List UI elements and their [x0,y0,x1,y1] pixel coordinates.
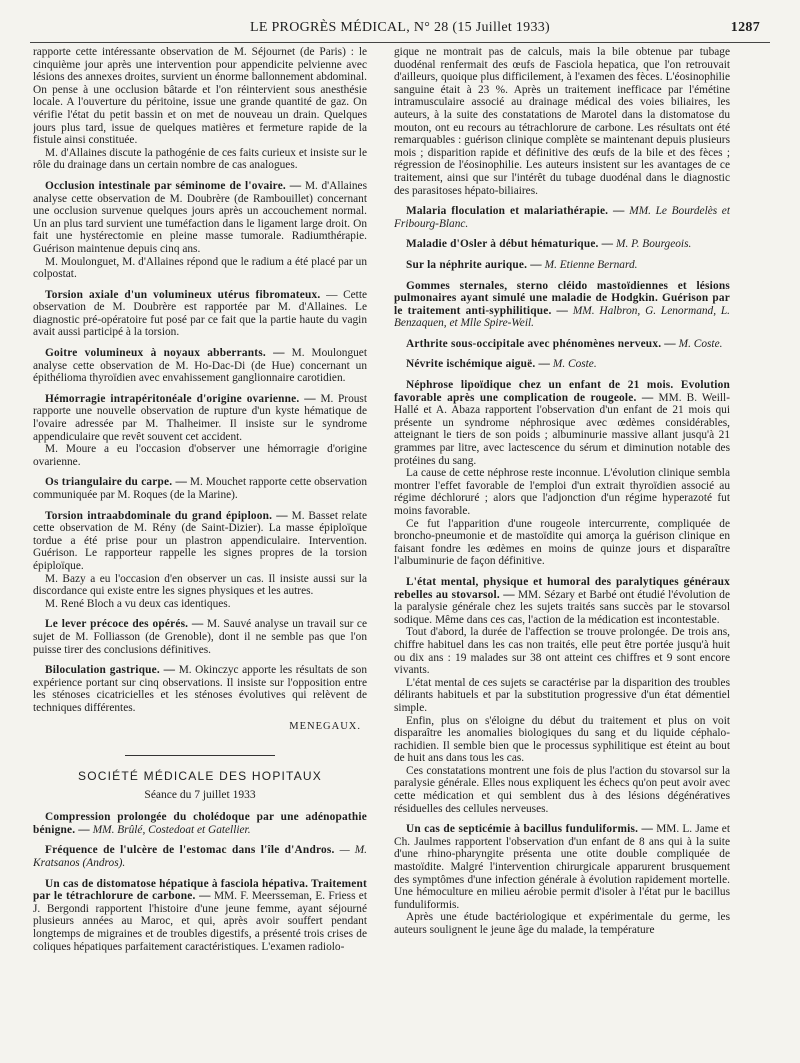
report-authors: M. Etienne Bernard. [544,258,638,271]
left-column [33,46,367,1056]
report-malaria [394,205,730,230]
report-nephrite [394,259,730,272]
report-title: Maladie d'Osler à début hématurique. — [406,238,614,251]
report-gommes [394,280,730,330]
report-torsion-epiploon [33,510,367,611]
report-title: Occlusion intestinale par séminome de l'ovaire. — [45,179,302,192]
session-date: Séance du 7 juillet 1933 [144,788,256,801]
report-body: M. d'Allaines analyse cette observation de M. Doubrère (de Rambouillet) concernant une occlusion survenue quelques jours après un accouchement normal. Un an plus tard survient une tuméfaction dans le ligament large droit. On fait une hystérectomie en pleine masse tumorale. Radiumthérapie. Guérison maintenue depuis cinq ans. [33,179,367,255]
report-nephrose [394,379,730,568]
report-title: Compression prolongée du cholédoque par une adénopathie bénigne. — [33,811,367,836]
paragraph: gique ne montrait pas de calculs, mais la bile obtenue par tubage duodénal renfermait des œufs de Fasciola hepatica, que l'on retrouvait d'ailleurs, quoique plus difficilement, à l'examen des fèces. L'éosinophilie sanguine était à 23 %. Après un traitement inefficace par l'émétine intramusculaire associé au drainage médical des voies biliaires, les auteurs, à la suite des constatations de Marotel dans la distomatose du mouton, ont eu recours au tétrachlorure de carbone. Les résultats ont été remarquables : guérison clinique complète se maintenant depuis plusieurs mois ; disparition rapide et définitive des œufs de la bile et des fèces ; régression de l'éosinophilie. Les auteurs insistent sur les avantages de ce traitement, ainsi que sur l'intérêt du tubage duodénal dans le diagnostic des parasitoses hépato-biliaires. [394,46,730,197]
report-title: Un cas de distomatose hépatique à fasciola hépativa. Traitement par le tétrachlorure de carbone. — [33,877,367,903]
report-title: Arthrite sous-occipitale avec phénomènes nerveux. — [406,337,676,350]
paragraph: Ce fut l'apparition d'une rougeole intercurrente, compliquée de broncho-pneumonie et de mastoïdite qui amorça la guérison clinique en faisant fondre les œdèmes en moins de quinze jours et disparaître l'albuminurie de façon définitive. [394,517,730,568]
report-title: Biloculation gastrique. — [45,664,176,677]
report-septicemie [394,823,730,936]
paragraph: M. d'Allaines discute la pathogénie de ces faits curieux et insiste sur le rôle du drainage dans un certain nombre de cas analogues. [33,146,367,172]
report-authors: MM. Brûlé, Costedoat et Gatellier. [92,823,251,836]
society-heading: SOCIÉTÉ MÉDICALE DES HOPITAUX [78,769,322,784]
section-divider [125,755,275,756]
report-torsion-axiale [33,289,367,339]
report-title: Torsion intraabdominale du grand épiploon. — [45,509,288,522]
report-body: MM. Sézary et Barbé ont étudié l'évolution de la paralysie générale chez les sujets traités sans succès par le stovarsol sodique. Même dans ces cas, l'action de la médication est incontestable. [394,588,730,626]
paragraph: L'état mental de ces sujets se caractérise par la disparition des troubles délirants habituels et par la substitution progressive d'un état démentiel simple. [394,676,730,714]
paragraph: Enfin, plus on s'éloigne du début du traitement et plus on voit disparaître les anomalies biologiques du sang et du liquide céphalo-rachidien. Il semble bien que le processus syphilitique est éteint au bout de huit ans dans tous les cas. [394,714,730,765]
report-authors: — M. Kratsanos (Andros). [33,844,367,870]
journal-title: LE PROGRÈS MÉDICAL, N° 28 (15 Juillet 1933) [249,20,551,35]
report-arthrite [394,338,730,351]
report-authors: MM. Halbron, G. Lenormand, L. Benzaquen, et Mlle Spire-Weil. [394,304,730,330]
report-authors: MM. Le Bourdelès et Fribourg-Blanc. [394,205,730,230]
report-lever-precoce [33,618,367,656]
report-body: M. Basset relate cette observation de M. Rény (de Saint-Dizier). La masse épiploïque tordue a été prise pour un plastron appendiculaire. Intervention. Guérison. Le rapporteur rappelle les signes propres de la torsion épiploïque. [33,509,367,572]
paragraph: M. Moure a eu l'occasion d'observer une hémorragie d'origine ovarienne. [33,443,367,468]
report-body: — Cette observation de M. Doubrère est rapportée par M. d'Allaines. Le diagnostic pré-opératoire fut posé par ce fait que la partie haute du vagin avait aussi participé à la torsion. [33,288,367,339]
paragraph: Ces constatations montrent une fois de plus l'action du stovarsol sur la paralysie générale. Elles nous expliquent les échecs qu'on peut avoir avec cette médication et qui semblent dus à des lésions dégénératives résiduelles des cellules nerveuses. [394,764,730,815]
paragraph: M. Moulonguet, M. d'Allaines répond que le radium a été placé par un colpostat. [33,255,367,281]
report-occlusion [33,180,367,281]
report-title: Sur la néphrite aurique. — [406,258,542,271]
page-number: 1287 [730,20,760,35]
paragraph: Après une étude bactériologique et expérimentale du germe, les auteurs soulignent le jeune âge du malade, la température [394,911,730,936]
report-title: Gommes sternales, sterno cléido mastoïdiennes et lésions pulmonaires ayant simulé une maladie de Hodgkin. Guérison par le traitement anti-syphilitique. — [394,279,730,317]
report-title: Torsion axiale d'un volumineux utérus fibromateux. [45,288,321,301]
report-title: Hémorragie intrapéritonéale d'origine ovarienne. — [45,392,316,405]
report-title: Un cas de septicémie à bacillus funduliformis. — [406,823,654,836]
report-title: Goitre volumineux à noyaux abberrants. — [45,347,285,360]
article-continuation [33,46,367,172]
report-title: Néphrose lipoïdique chez un enfant de 21 mois. Evolution favorable après une complication de rougeole. — [394,379,730,404]
right-column [394,46,730,1056]
report-distomatose [33,878,367,954]
report-body: MM. L. Jame et Ch. Jaulmes rapportent l'observation d'un enfant de 8 ans qui à la suite d'une rhino-pharyngite présenta une otite double compliquée de mastoïdite. Malgré l'intervention chirurgicale apparurent brusquement des symptômes d'une infection générale à évolution rapidement mortelle. Une hémoculture en milieu aérobie permit d'isoler à l'état pur le bacillus funduliformis. [394,823,730,911]
report-title: Fréquence de l'ulcère de l'estomac dans l'île d'Andros. [45,844,335,857]
report-os-triangulaire [33,476,367,501]
report-body: MM. F. Meersseman, E. Friess et J. Bergondi rapportent l'histoire d'une jeune femme, ayant séjourné plusieurs années au Maroc, et qui, après avoir souffert pendant longtemps de migraines et de troubles digestifs, a présenté trois crises de coliques hépatiques parfaitement caractéristiques. L'examen radiolo- [33,890,367,953]
paragraph: rapporte cette intéressante observation de M. Séjournet (de Paris) : le cinquième jour après une intervention pour appendicite pelvienne avec lésions des annexes droites, survient un énorme ballonnement abdominal. On pense à une occlusion bâtarde et l'on réintervient sous anesthésie locale. A l'ouverture du péritoine, issue une grande quantité de gaz. On vérifie l'état du petit bassin et on met de nouveau un drain. Quelques jours plus tard, issue de quelques matières et fermeture rapide de la fistule ainsi constituée. [33,46,367,147]
report-title: L'état mental, physique et humoral des paralytiques généraux rebelles au stovarsol. — [394,575,730,601]
report-body: MM. B. Weill-Hallé et A. Abaza rapportent l'observation d'un enfant de 21 mois qui présente un syndrome néphrosique avec œdèmes considérables, atteignant le tiers de son poids ; albuminurie massive allant jusqu'à 21 grammes par litre, avec lactescence du sérum et diminution notable des protéines du sang. [394,391,730,467]
paragraph: M. René Bloch a vu deux cas identiques. [45,597,231,610]
author-signature: MENEGAUX. [289,720,361,732]
report-nevrite [394,358,730,371]
report-goitre [33,347,367,385]
report-biloculation [33,664,367,714]
running-header [30,18,770,43]
report-osler [394,238,730,251]
report-authors: M. P. Bourgeois. [616,238,692,251]
report-body: M. Okinczyc apporte les résultats de son expérience portant sur cinq observations. Il insiste sur l'opposition entre les sténoses cicatricielles et les sténoses évolutives qui relèvent de techniques différentes. [33,664,367,714]
report-authors: M. Coste. [552,358,597,371]
report-title: Le lever précoce des opérés. — [45,618,204,631]
report-body: M. Sauvé analyse un travail sur ce sujet de M. Folliasson (de Grenoble), dont il ne semble pas que l'on puisse tirer des conclusions définitives. [33,618,367,656]
report-body: M. Proust rapporte une nouvelle observation de rupture d'un kyste hématique de l'ovaire adressée par M. Thalheimer. Il insiste sur le syndrome appendiculaire que revêt souvent cet accident. [33,392,367,443]
distomatose-continuation [394,46,730,197]
report-etat-mental [394,576,730,815]
report-authors: M. Coste. [678,337,723,350]
report-hemorragie [33,393,367,469]
report-title: Névrite ischémique aiguë. — [406,358,551,371]
report-body: M. Moulonguet analyse cette observation de M. Ho-Dac-Di (de Hue) concernant un épithélioma thyroïdien avec envahissement ganglionnaire carotidien. [33,347,367,385]
paragraph: M. Bazy a eu l'occasion d'en observer un cas. Il insiste aussi sur la discordance qui existe entre les signes physiques et les autres. [33,572,367,598]
paragraph: Tout d'abord, la durée de l'affection se trouve prolongée. De trois ans, chiffre habituel dans les cas non traités, elle peut être portée jusqu'à huit ou dix ans : 19 malades sur 38 ont atteint ces chiffres et 9 sont encore vivants. [394,626,730,677]
report-compression [33,811,367,836]
paragraph: La cause de cette néphrose reste inconnue. L'évolution clinique sembla montrer l'effet favorable de l'emploi d'un extrait thyroïdien associé au régime déchloruré ; alors que l'adjonction d'un régime hyperazoté fut moins favorable. [394,467,730,517]
report-title: Malaria floculation et malariathérapie. — [406,205,625,218]
report-ulcere [33,844,367,869]
report-title: Os triangulaire du carpe. — [45,476,187,489]
report-body: M. Mouchet rapporte cette observation communiquée par M. Roques (de la Marine). [33,476,367,501]
